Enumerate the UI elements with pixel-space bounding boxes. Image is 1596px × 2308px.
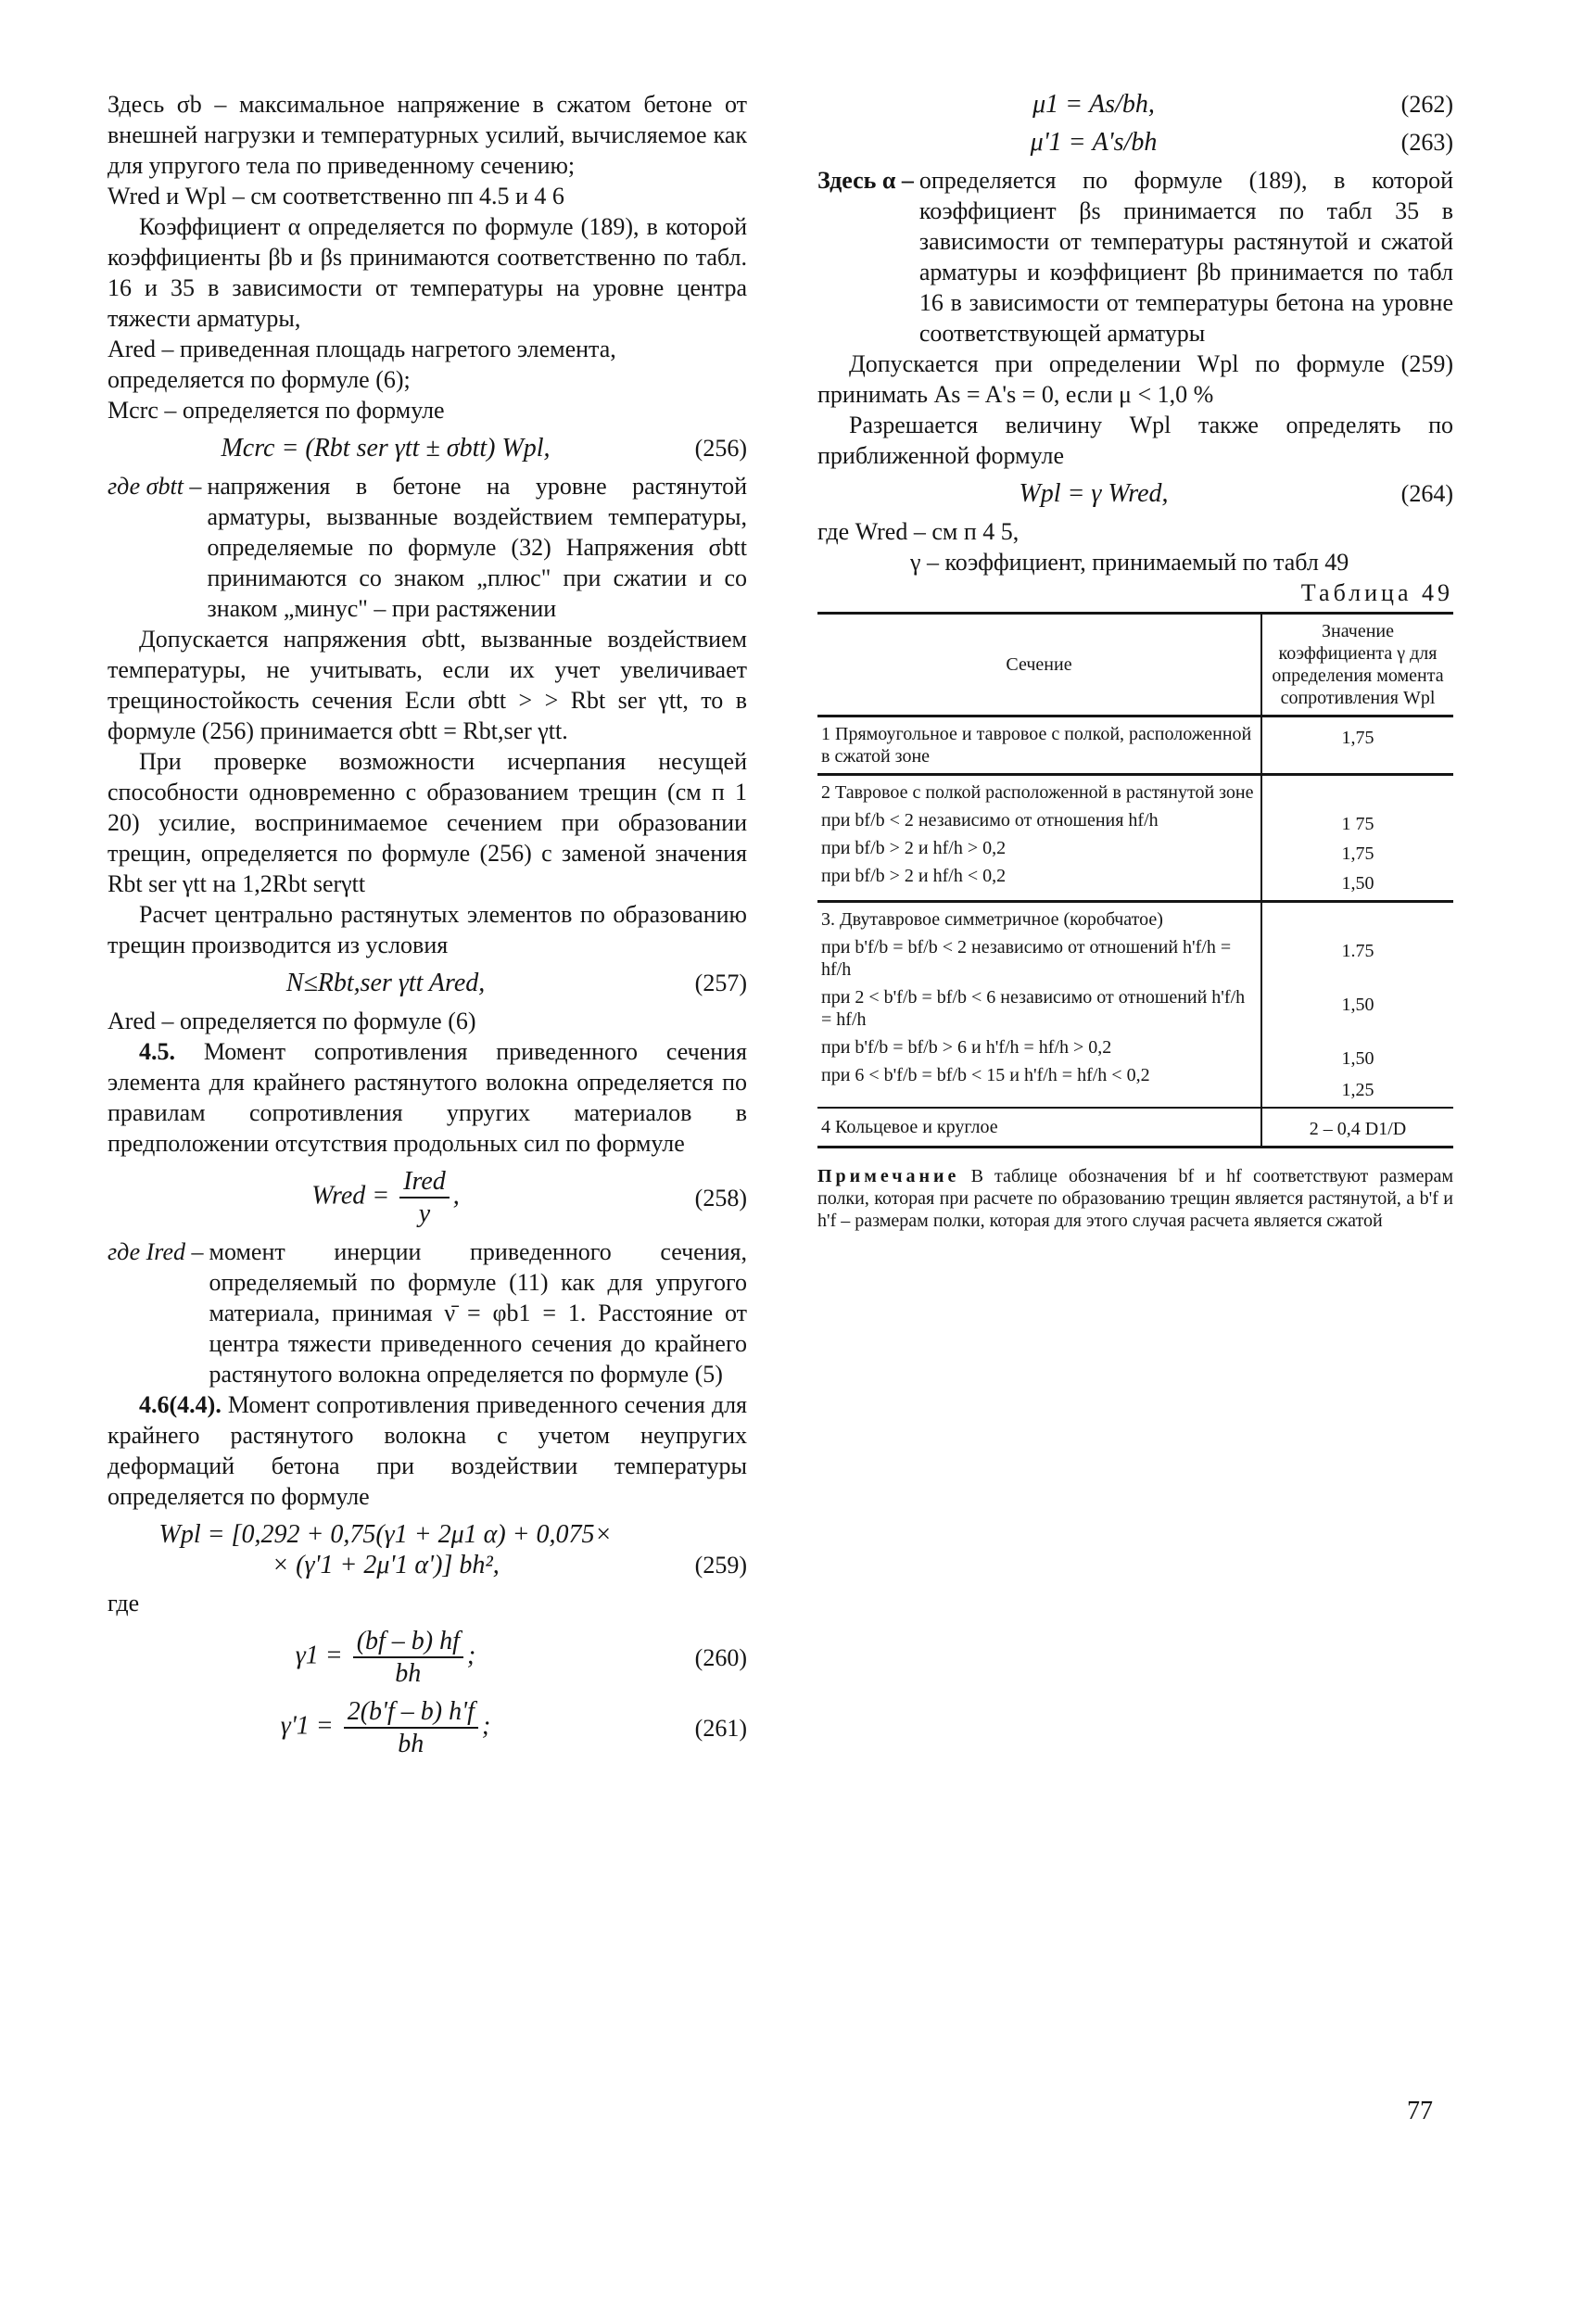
ared-definition: Ared – приведенная площадь нагретого элемента, определяется по формуле (6);	[108, 336, 616, 393]
equation-258-number: (258)	[694, 1184, 747, 1211]
equation-262-number: (262)	[1400, 91, 1453, 118]
equation-260-numerator: (bf – b) hf	[353, 1626, 463, 1658]
equation-263-formula: μ'1 = A's/bh	[1030, 128, 1158, 157]
table-row-3b: при 2 < b'f/b = bf/b < 6 независимо от отношений h'f/h = hf/h	[821, 987, 1246, 1030]
ired-text: момент инерции приведенного сечения, определяемый по формуле (11) как для упругого материала, принимая ν̄ = φb1 = 1. Расстояние от центра тяжести приведенного сечения до крайнего растянутого волокна определяется по формуле (5)	[209, 1238, 747, 1388]
note-text: В таблице обозначения bf и hf соответствуют размерам полки, которая при расчете по образованию трещин является растянутой, а b'f и h'f – размерам полки, которая для этого случая расчета является сжатой	[817, 1166, 1453, 1231]
table-row-3-label: 3. Двутавровое симметричное (коробчатое)	[821, 909, 1163, 930]
table-row	[817, 902, 1453, 1109]
table-row-2c: при bf/b > 2 и hf/h < 0,2	[821, 866, 1007, 886]
table-row	[817, 716, 1453, 775]
equation-256-number: (256)	[694, 435, 747, 462]
equation-264	[817, 478, 1453, 509]
equation-261-number: (261)	[694, 1714, 747, 1742]
equation-260-formula: γ1 = $\frac{(bf - b) hf}{bh}$ ;	[295, 1627, 476, 1688]
equation-257-number: (257)	[694, 970, 747, 996]
section-4-6-number: 4.6(4.4).	[139, 1391, 222, 1418]
left-column	[108, 89, 747, 1767]
equation-258-fraction	[399, 1166, 450, 1229]
table-row-2c-value: 1,50	[1341, 873, 1374, 894]
table-row-4-label: 4 Кольцевое и круглое	[817, 1108, 1261, 1148]
table-row-2a-value: 1 75	[1341, 814, 1374, 834]
ired-symbol: где Ired –	[108, 1238, 204, 1265]
table-row	[817, 1108, 1453, 1148]
section-4-5	[108, 1036, 747, 1159]
allow-paragraph: Допускается напряжения σbtt, вызванные воздействием температуры, не учитывать, если их учет увеличивает трещиностойкость сечения Если σbtt > > Rbt ser γtt, то в формуле (256) принимается σbtt = Rbt,ser γtt.	[108, 626, 747, 744]
alpha-definition	[817, 165, 1453, 349]
equation-260-lhs: γ1 =	[295, 1641, 343, 1670]
table-row-2b-value: 1,75	[1341, 843, 1374, 864]
equation-260	[108, 1626, 747, 1689]
table-row	[817, 775, 1453, 902]
equation-261-denominator: bh	[398, 1730, 424, 1758]
equation-260-number: (260)	[694, 1643, 747, 1671]
table-row-3a-value: 1.75	[1341, 941, 1374, 961]
equation-257-formula: N≤Rbt,ser γtt Ared,	[285, 969, 486, 997]
equation-261-lhs: γ'1 =	[280, 1711, 334, 1741]
right-column	[817, 89, 1453, 1232]
equation-258-comma: ,	[452, 1181, 460, 1211]
ared-definition-2: Ared – определяется по формуле (6)	[108, 1008, 476, 1034]
wred-definition: Wred и Wpl – см соответственно пп 4.5 и 4 6	[108, 183, 564, 209]
equation-258-numerator: Ired	[399, 1166, 450, 1198]
table-row-1-value: 1,75	[1261, 716, 1453, 775]
note-title: Примечание	[817, 1166, 960, 1186]
section-4-5-number: 4.5.	[139, 1038, 175, 1065]
alpha-symbol: Здесь α –	[817, 167, 914, 194]
sigma-btt-definition	[108, 471, 747, 624]
equation-257	[108, 968, 747, 998]
table-row-3c: при b'f/b = bf/b > 6 и h'f/h = hf/h > 0,2	[821, 1037, 1112, 1058]
table-row-3d-value: 1,25	[1341, 1080, 1374, 1100]
table-row-3b-value: 1,50	[1341, 995, 1374, 1015]
equation-259-number: (259)	[694, 1552, 747, 1579]
gamma-reference: γ – коэффициент, принимаемый по табл 49	[910, 549, 1349, 576]
table-caption: Таблица 49	[1300, 579, 1453, 606]
equation-261	[108, 1696, 747, 1759]
central-tension-paragraph: Расчет центрально растянутых элементов по образованию трещин производится из условия	[108, 901, 747, 958]
table-row-2a: при bf/b < 2 независимо от отношения hf/h	[821, 810, 1159, 831]
section-4-5-text: Момент сопротивления приведенного сечения элемента для крайнего растянутого волокна определяется по правилам сопротивления упругих материалов в предположении отсутствия продольных сил по формуле	[108, 1038, 747, 1157]
equation-261-numerator: 2(b'f – b) h'f	[344, 1696, 478, 1729]
table-note	[817, 1165, 1453, 1232]
wred-reference: где Wred – см п 4 5,	[817, 518, 1020, 545]
table-header-section: Сечение	[817, 614, 1261, 716]
table-row-4-value: 2 – 0,4 D1/D	[1261, 1108, 1453, 1148]
equation-259-first-line: Wpl = [0,292 + 0,75(γ1 + 2μ1 α) + 0,075×	[158, 1520, 613, 1549]
sigma-definition: Здесь σb – максимальное напряжение в сжатом бетоне от внешней нагрузки и температурных усилий, вычисляемое как для упругого тела по приведенному сечению;	[108, 91, 747, 179]
table-row-3c-value: 1,50	[1341, 1048, 1374, 1069]
equation-262-formula: μ1 = As/bh,	[1032, 90, 1155, 119]
section-4-6	[108, 1389, 747, 1512]
where-label: где	[108, 1590, 140, 1617]
equation-264-formula: Wpl = γ Wred,	[1019, 479, 1169, 508]
equation-263-number: (263)	[1400, 129, 1453, 156]
mcrc-definition: Mcrc – определяется по формуле	[108, 397, 445, 424]
allow-as-paragraph: Допускается при определении Wpl по формуле (259) принимать As = A's = 0, если μ < 1,0 %	[817, 350, 1453, 408]
table-row-2-label: 2 Тавровое с полкой расположенной в растянутой зоне	[821, 782, 1254, 803]
table-row-1-label: 1 Прямоугольное и тавровое с полкой, расположенной в сжатой зоне	[817, 716, 1261, 775]
ired-definition	[108, 1236, 747, 1389]
equation-258-formula	[108, 1166, 664, 1229]
equation-259-line2	[108, 1550, 747, 1580]
table-header-value: Значение коэффициента γ для определения момента сопротивления Wpl	[1261, 614, 1453, 716]
table-header-row	[817, 614, 1453, 716]
alpha-text: определяется по формуле (189), в которой коэффициент βs принимается по табл 35 в зависимости от температуры растянутой и сжатой арматуры и коэффициент βb принимается по табл 16 в зависимости от температуры бетона на уровне соответствующей арматуры	[918, 167, 1453, 347]
equation-256-formula: Mcrc = (Rbt ser γtt ± σbtt) Wpl,	[221, 434, 551, 463]
equation-258-denominator: y	[418, 1199, 431, 1228]
equation-260-fraction	[353, 1626, 463, 1689]
equation-259-second-line: × (γ'1 + 2μ'1 α')] bh²,	[272, 1551, 500, 1579]
table-row-3a: при b'f/b = bf/b < 2 независимо от отношений h'f/h = hf/h	[821, 937, 1232, 980]
sigma-btt-text: напряжения в бетоне на уровне растянутой арматуры, вызванные воздействием температуры, определяемые по формуле (32) Напряжения σbtt принимаются со знаком „плюс" при сжатии и со знаком „минус" – при растяжении	[207, 473, 747, 622]
table-row-3d: при 6 < b'f/b = bf/b < 15 и h'f/h = hf/h < 0,2	[821, 1065, 1150, 1085]
equation-259-line1	[108, 1519, 747, 1550]
alpha-paragraph: Коэффициент α определяется по формуле (189), в которой коэффициенты βb и βs принимаются соответственно по табл. 16 и 35 в зависимости от температуры на уровне центра тяжести арматуры,	[108, 213, 747, 332]
equation-261-fraction	[344, 1696, 478, 1759]
equation-256	[108, 433, 747, 463]
sigma-btt-symbol: где σbtt –	[108, 473, 202, 500]
check-paragraph: При проверке возможности исчерпания несущей способности одновременно с образованием трещин (см п 1 20) усилие, воспринимаемое сечением при образовании трещин, определяется по формуле (256) с заменой значения Rbt ser γtt на 1,2Rbt serγtt	[108, 748, 747, 897]
equation-261-formula: γ'1 = $\frac{2(b'f - b) h'f}{bh}$ ;	[280, 1697, 491, 1758]
equation-264-number: (264)	[1400, 480, 1453, 507]
equation-263	[817, 127, 1453, 158]
approx-paragraph: Разрешается величину Wpl также определять по приближенной формуле	[817, 412, 1453, 469]
equation-260-denominator: bh	[395, 1659, 422, 1688]
page-number: 77	[1407, 2097, 1433, 2125]
table-49	[817, 612, 1453, 1148]
equation-258	[108, 1166, 747, 1229]
table-row-2b: при bf/b > 2 и hf/h > 0,2	[821, 838, 1007, 858]
equation-262	[817, 89, 1453, 120]
section-4-6-text: Момент сопротивления приведенного сечения для крайнего растянутого волокна с учетом неупругих деформаций бетона при воздействии температуры определяется по формуле	[108, 1391, 747, 1510]
equation-258-lhs: Wred =	[311, 1181, 390, 1211]
